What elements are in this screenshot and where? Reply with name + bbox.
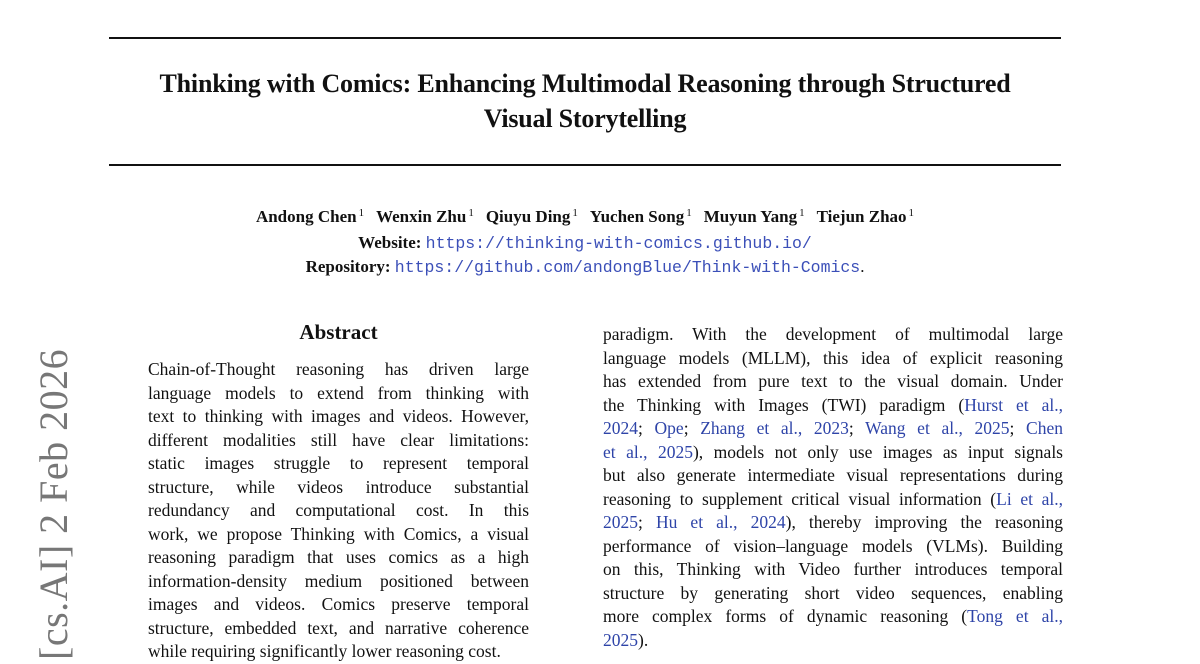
arxiv-sidebar-stamp: [cs.AI] 2 Feb 2026	[31, 348, 76, 660]
intro-line	[603, 441, 1063, 465]
author-affiliation-mark: 1	[908, 207, 915, 219]
intro-line	[603, 629, 1063, 653]
author-affiliation-mark: 1	[572, 207, 578, 219]
paper-title-line-2: Visual Storytelling	[483, 104, 687, 133]
intro-text: paradigm. With the development of multimodal large	[603, 324, 1063, 344]
intro-text: ;	[848, 418, 866, 438]
website-label: Website:	[358, 233, 422, 252]
abstract-line: text to thinking with images and videos. However,	[148, 406, 529, 426]
author-affiliation-mark: 1	[468, 207, 474, 219]
intro-text: ), thereby improving the reasoning	[785, 512, 1063, 532]
abstract-line: images and videos. Comics preserve temporal	[148, 594, 529, 614]
intro-text: has extended from pure text to the visual domain. Under	[603, 371, 1063, 391]
intro-line	[603, 605, 1063, 629]
author-affiliation-mark: 1	[799, 207, 805, 219]
intro-text: on this, Thinking with Video further introduces temporal	[603, 559, 1063, 579]
intro-text: but also generate intermediate visual representations during	[603, 465, 1063, 485]
repository-trailing-period: .	[860, 257, 865, 276]
citation-link[interactable]: Wang et al., 2025	[865, 418, 1010, 438]
citation-link[interactable]: Tong et al.,	[967, 606, 1063, 626]
author-name: Qiuyu Ding $^1$	[485, 207, 578, 226]
citation-link[interactable]: Ope	[654, 418, 684, 438]
intro-line	[603, 394, 1063, 418]
website-line	[0, 233, 1170, 253]
citation-link[interactable]: Chen	[1026, 418, 1063, 438]
repository-link[interactable]: https://github.com/andongBlue/Think-with-Comics	[394, 258, 861, 277]
abstract-line: redundancy and computational cost. In this	[148, 500, 529, 520]
repository-label: Repository:	[305, 257, 391, 276]
intro-text: ;	[638, 512, 656, 532]
author-list	[0, 207, 1170, 227]
author-name: Muyun Yang $^1$	[703, 207, 805, 226]
repository-line	[0, 257, 1170, 277]
paper-title-line-1: Thinking with Comics: Enhancing Multimodal Reasoning through Structured	[159, 69, 1011, 98]
intro-line	[603, 347, 1063, 371]
citation-link[interactable]: Zhang et al., 2023	[700, 418, 849, 438]
abstract-line: information-density medium positioned between	[148, 570, 529, 591]
intro-line	[603, 511, 1063, 535]
intro-text: ).	[638, 629, 649, 650]
intro-line	[603, 370, 1063, 394]
citation-link[interactable]: 2025	[603, 629, 638, 650]
intro-line	[603, 464, 1063, 488]
abstract-line: structure, while videos introduce substantial	[148, 476, 529, 497]
intro-text: ;	[638, 418, 655, 438]
author-affiliation-mark: 1	[358, 207, 365, 219]
intro-line	[603, 323, 1063, 347]
intro-text: ;	[683, 418, 701, 438]
citation-link[interactable]: Li et al.,	[996, 488, 1064, 509]
title-rule-top	[109, 37, 1061, 39]
intro-line	[603, 417, 1063, 441]
intro-text: ), models not only use images as input signals	[692, 441, 1063, 462]
citation-link[interactable]: et al., 2025	[603, 441, 693, 462]
intro-line	[603, 558, 1063, 582]
citation-link[interactable]: 2025	[603, 512, 638, 532]
author-name: Andong Chen $^1$	[255, 207, 365, 226]
abstract-line: static images struggle to represent temporal	[148, 453, 529, 473]
abstract-heading: Abstract	[299, 320, 378, 344]
title-rule-bottom	[109, 164, 1061, 166]
intro-text: performance of vision–language models (VLMs). Building	[603, 535, 1063, 556]
abstract-line: Chain-of-Thought reasoning has driven large	[148, 359, 529, 379]
abstract-line: work, we propose Thinking with Comics, a visual	[148, 523, 529, 544]
intro-text: reasoning to supplement critical visual information (	[603, 488, 997, 509]
intro-text: language models (MLLM), this idea of explicit reasoning	[603, 347, 1063, 368]
abstract-line: different modalities still have clear limitations:	[148, 429, 529, 450]
intro-text: the Thinking with Images (TWI) paradigm (	[603, 394, 965, 415]
citation-link[interactable]: Hu et al., 2024	[655, 512, 786, 532]
author-name: Yuchen Song $^1$	[589, 207, 692, 226]
abstract-line: language models to extend from thinking with	[148, 382, 529, 403]
intro-text: ;	[1009, 418, 1027, 438]
intro-text: structure by generating short video sequences, enabling	[603, 582, 1063, 603]
citation-link[interactable]: 2024	[603, 418, 638, 438]
author-name: Wenxin Zhu $^1$	[376, 207, 474, 226]
intro-line	[603, 535, 1063, 559]
author-name: Tiejun Zhao $^1$	[816, 207, 915, 226]
abstract-line: reasoning paradigm that uses comics as a high	[148, 547, 529, 567]
website-link[interactable]: https://thinking-with-comics.github.io/	[425, 234, 812, 253]
intro-line	[603, 582, 1063, 606]
abstract-line: while requiring significantly lower reasoning cost.	[148, 641, 501, 661]
intro-text: more complex forms of dynamic reasoning (	[603, 606, 968, 626]
intro-line	[603, 488, 1063, 512]
author-affiliation-mark: 1	[686, 207, 692, 219]
abstract-line: structure, embedded text, and narrative coherence	[148, 617, 529, 638]
citation-link[interactable]: Hurst et al.,	[964, 394, 1063, 415]
